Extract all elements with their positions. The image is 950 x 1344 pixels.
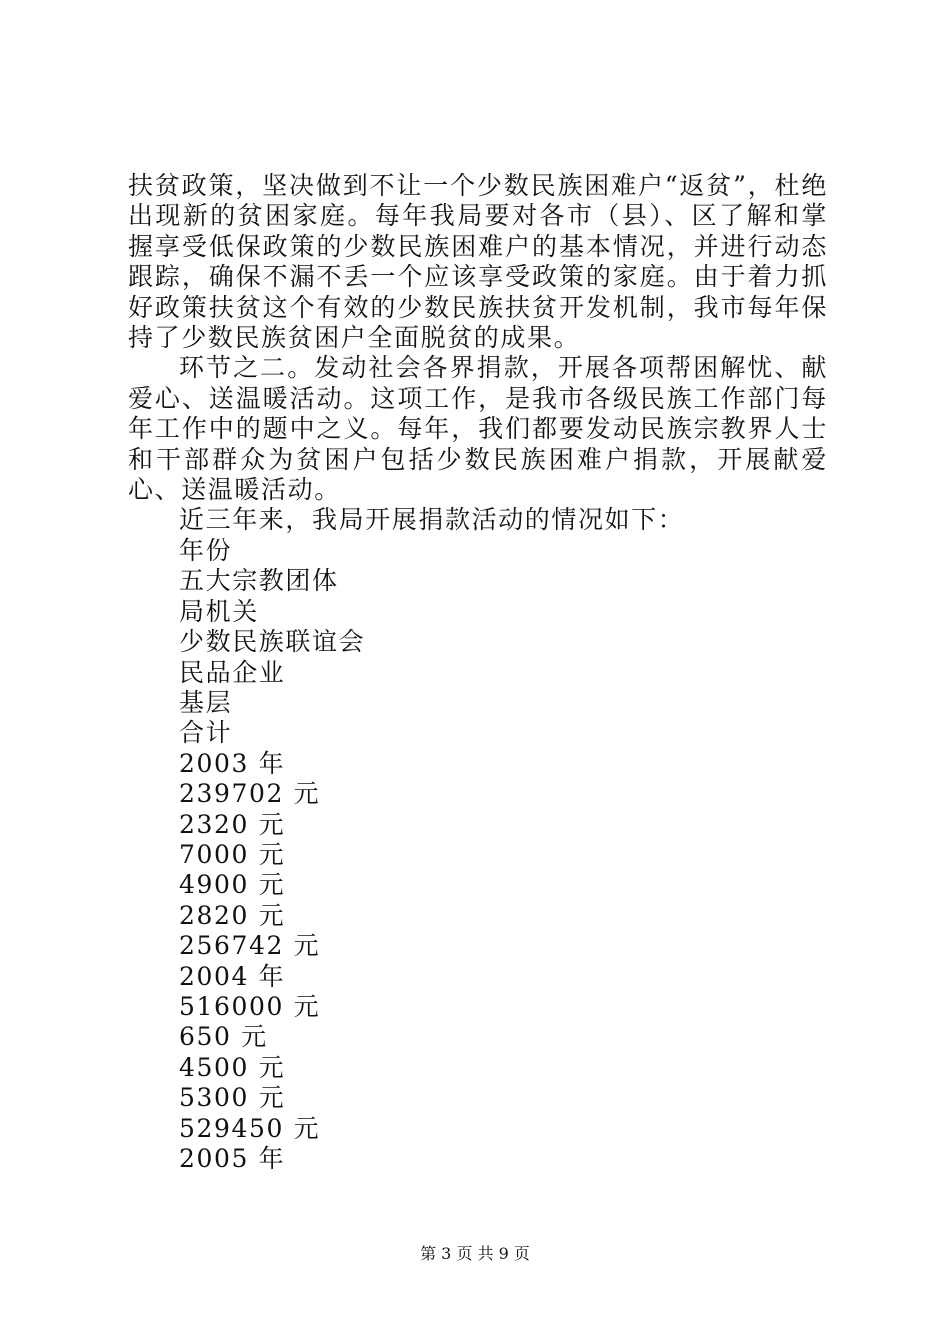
paragraph-1: 扶贫政策，坚决做到不让一个少数民族困难户“返贫”，杜绝出现新的贫困家庭。每年我局要对各市（县）、区了解和掌握享受低保政策的少数民族困难户的基本情况，并进行动态跟踪，确保不漏不丢一个应该享受政策的家庭。由于着力抓好政策扶贫这个有效的少数民族扶贫开发机制，我市每年保持了少数民族贫困户全面脱贫的成果。 [128,171,828,353]
list-line: 650 元 [179,1022,268,1052]
list-line: 2004 年 [179,961,286,991]
list-line: 239702 元 [179,779,321,809]
donation-list [128,536,828,1175]
list-line: 局机关 [179,596,259,626]
paragraph-2: 环节之二。发动社会各界捐款，开展各项帮困解忧、献爱心、送温暖活动。这项工作，是我市各级民族工作部门每年工作中的题中之义。每年，我们都要发动民族宗教界人士和干部群众为贫困户包括少数民族困难户捐款，开展献爱心、送温暖活动。 [128,353,828,505]
page-number-label: 第 3 页 共 9 页 [420,1244,530,1263]
list-line: 2320 元 [179,809,286,839]
list-line: 五大宗教团体 [179,566,339,596]
list-line: 2003 年 [179,748,286,778]
list-line: 少数民族联谊会 [179,627,366,657]
list-line: 5300 元 [179,1083,286,1113]
list-line: 2820 元 [179,900,286,930]
list-line: 4500 元 [179,1052,286,1082]
list-line: 民品企业 [179,657,286,687]
list-line: 年份 [179,535,233,565]
list-line: 529450 元 [179,1113,321,1143]
page-footer [0,1244,950,1264]
list-line: 合计 [179,718,233,748]
document-body [128,171,828,1174]
list-line: 基层 [179,687,233,717]
list-line: 7000 元 [179,839,286,869]
paragraph-3: 近三年来，我局开展捐款活动的情况如下： [179,505,685,535]
list-line: 2005 年 [179,1144,286,1173]
list-line: 4900 元 [179,870,286,900]
list-line: 256742 元 [179,931,321,961]
list-line: 516000 元 [179,991,321,1021]
